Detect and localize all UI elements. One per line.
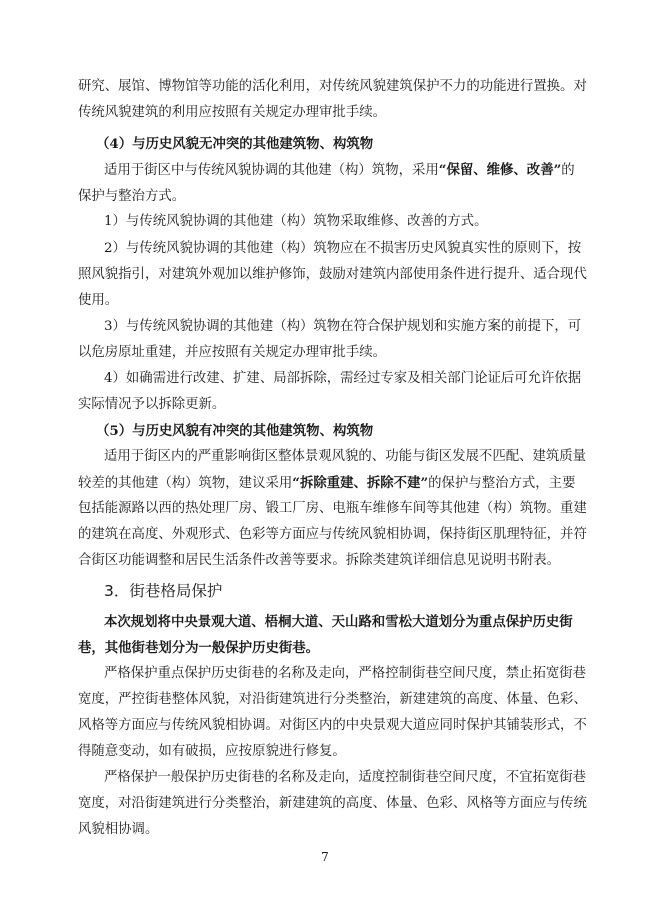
page-number: 7 — [321, 850, 329, 864]
emphasis-text: “拆除重建、拆除不建” — [292, 475, 429, 491]
section-heading-3: 3．街巷格局保护 — [104, 582, 223, 600]
document-page: 研究、展馆、博物馆等功能的活化利用，对传统风貌建筑保护不力的功能进行置换。对 传统风貌建筑的利用应按照有关规定办理审批手续。 （4）与历史风貌无冲突的其他建筑物、构筑物 适用于街区中与传统风貌协调的其他建（构）筑物，采用“保留、维修、改善”的 保护与整治方式。 1）与传统风貌协调的其他建（构）筑物采取维修、改善的方式。 2）与传统风貌协调的其他建（构）筑物应在不损害历史风貌真实性的原则下，按 照风貌指引，对建筑外观加以维护修饰，鼓励对建筑内部使用条件进行提升、适合现代 使用。 3）与传统风貌协调的其他建（构）筑物在符合保护规划和实施方案的前提下，可 以危房原址重建，并应按照有关规定办理审批手续。 4）如确需进行改建、扩建、局部拆除，需经过专家及相关部门论证后可允许依据 实际情况予以拆除更新。 （5）与历史风貌有冲突的其他建筑物、构筑物 适用于街区内的严重影响街区整体景观风貌的、功能与街区发展不匹配、建筑质量 较差的其他建（构）筑物，建议采用“拆除重建、拆除不建”的保护与整治方式，主要 包括能源路以西的热处理厂房、锻工厂房、电瓶车维修车间等其他建（构）筑物。重建 的建筑在高度、外观形式、色彩等方面应与传统风貌相协调，保持街区肌理特征，并符 合街区功能调整和居民生活条件改善等要求。拆除类建筑详细信息见说明书附表。 3．街巷格局保护 本次规划将中央景观大道、梧桐大道、天山路和雪松大道划分为重点保护历史街 巷，其他街巷划分为一般保护历史街巷。 严格保护重点保护历史街巷的名称及走向，严格控制街巷空间尺度，禁止拓宽街巷 宽度，严控街巷整体风貌，对沿街建筑进行分类整治，新建建筑的高度、体量、色彩、 风格等方面应与传统风貌相协调。对街区内的中央景观大道应同时保护其铺装形式，不 得随意变动，如有破损，应按原貌进行修复。 严格保护一般保护历史街巷的名称及走向，适度控制街巷空间尺度，不宜拓宽街巷 宽度，对沿街建筑进行分类整治，新建建筑的高度、体量、色彩、风格等方面应与传统 风貌相协调。 7 — [0, 0, 650, 919]
emphasis-text: “保留、维修、改善” — [438, 162, 562, 178]
